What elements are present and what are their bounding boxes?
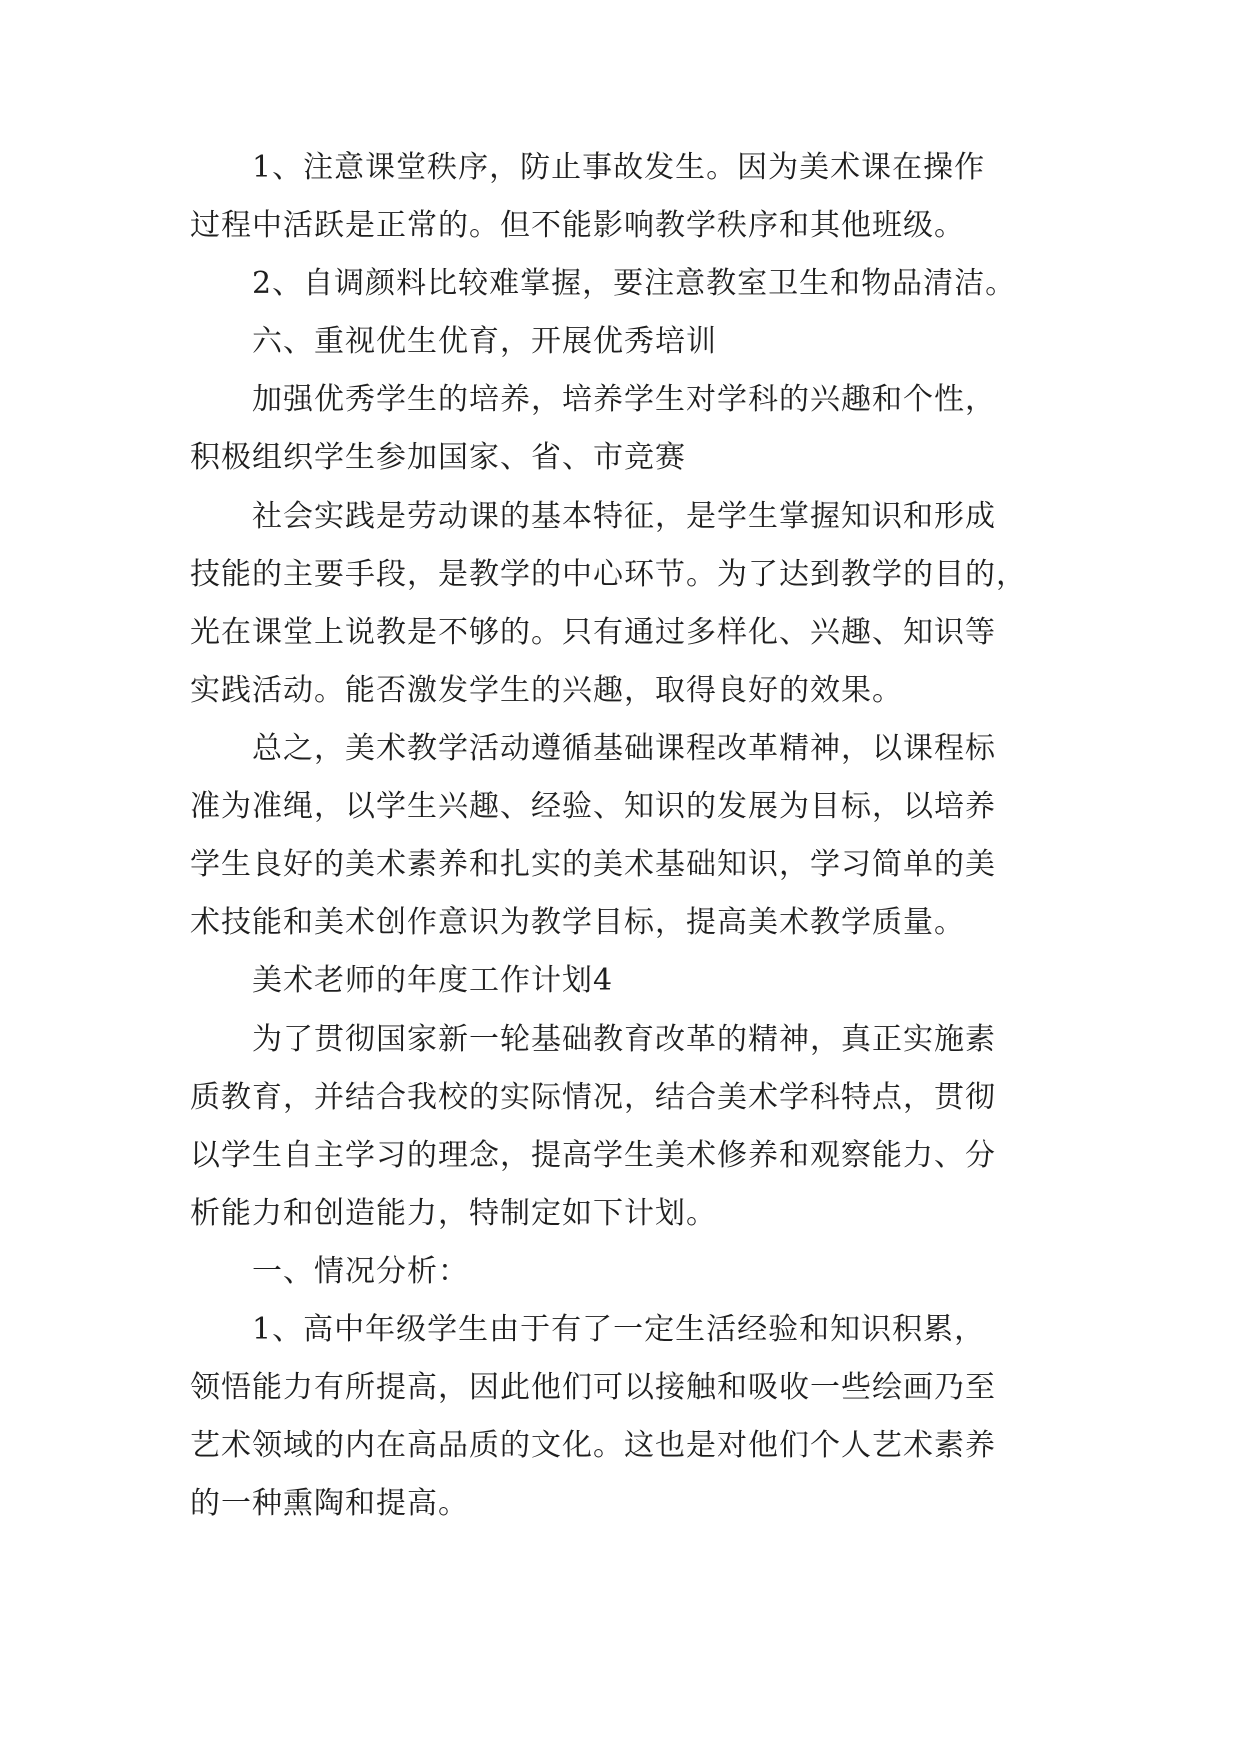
text-line: 过程中活跃是正常的。但不能影响教学秩序和其他班级。	[190, 208, 965, 243]
text-line: 1、高中年级学生由于有了一定生活经验和知识积累，	[252, 1312, 986, 1347]
text-line: 六、重视优生优育，开展优秀培训	[252, 324, 717, 359]
text-line: 实践活动。能否激发学生的兴趣，取得良好的效果。	[190, 673, 903, 708]
text-line: 学生良好的美术素养和扎实的美术基础知识，学习简单的美	[190, 847, 996, 882]
text-line: 的一种熏陶和提高。	[190, 1486, 469, 1521]
text-line: 以学生自主学习的理念，提高学生美术修养和观察能力、分	[190, 1138, 996, 1173]
text-line: 技能的主要手段，是教学的中心环节。为了达到教学的目的，	[190, 557, 1027, 592]
text-line: 艺术领域的内在高品质的文化。这也是对他们个人艺术素养	[190, 1428, 996, 1463]
text-line: 1、注意课堂秩序，防止事故发生。因为美术课在操作	[252, 150, 986, 185]
text-line: 加强优秀学生的培养，培养学生对学科的兴趣和个性，	[252, 382, 996, 417]
text-line: 术技能和美术创作意识为教学目标，提高美术教学质量。	[190, 905, 965, 940]
text-line: 2、自调颜料比较难掌握，要注意教室卫生和物品清洁。	[252, 266, 1017, 301]
text-line: 积极组织学生参加国家、省、市竞赛	[190, 440, 686, 475]
text-line: 社会实践是劳动课的基本特征，是学生掌握知识和形成	[252, 499, 996, 534]
text-line: 光在课堂上说教是不够的。只有通过多样化、兴趣、知识等	[190, 615, 996, 650]
text-line: 准为准绳，以学生兴趣、经验、知识的发展为目标，以培养	[190, 789, 996, 824]
text-line: 一、情况分析：	[252, 1254, 469, 1289]
text-line: 美术老师的年度工作计划4	[252, 963, 614, 998]
text-line: 领悟能力有所提高，因此他们可以接触和吸收一些绘画乃至	[190, 1370, 996, 1405]
text-line: 总之，美术教学活动遵循基础课程改革精神，以课程标	[252, 731, 996, 766]
text-line: 为了贯彻国家新一轮基础教育改革的精神，真正实施素	[252, 1022, 996, 1057]
text-line: 析能力和创造能力，特制定如下计划。	[190, 1196, 717, 1231]
text-line: 质教育，并结合我校的实际情况，结合美术学科特点，贯彻	[190, 1080, 996, 1115]
